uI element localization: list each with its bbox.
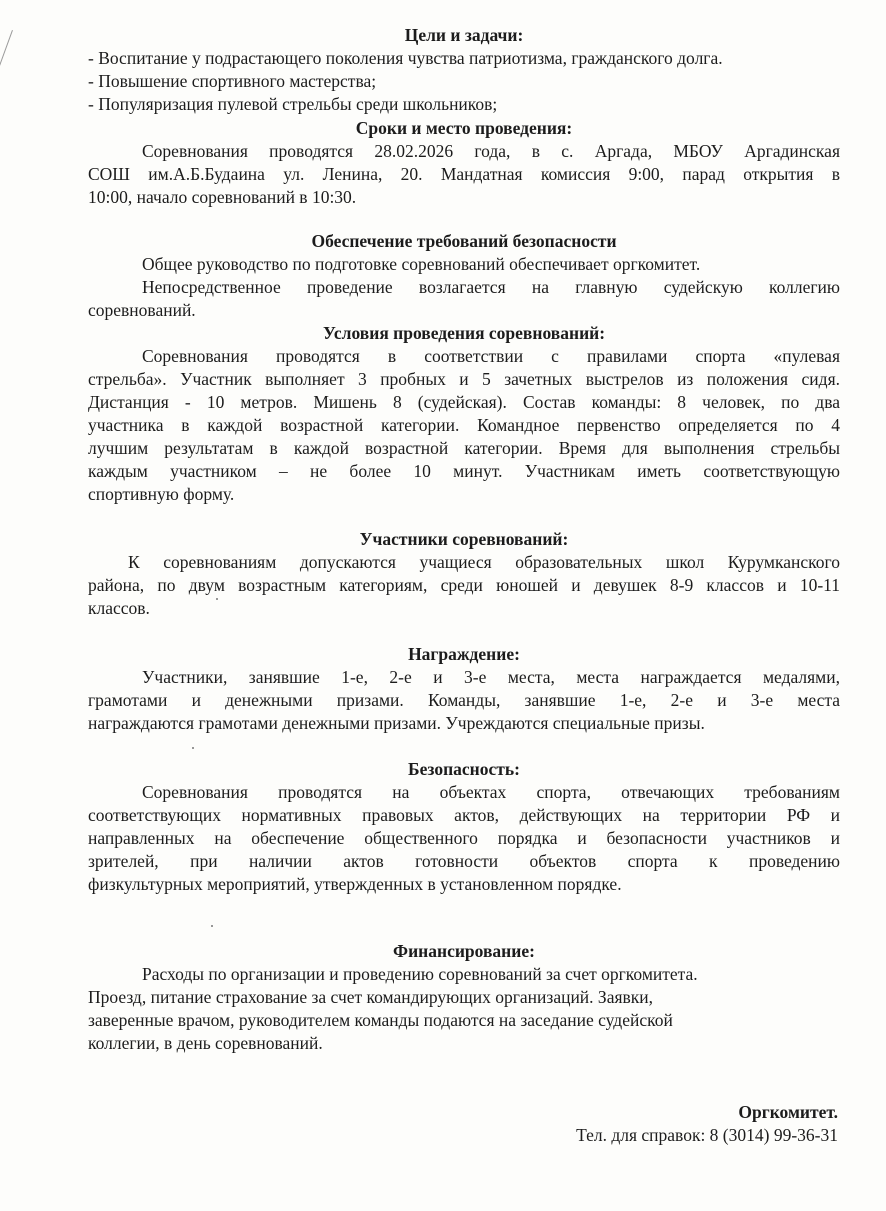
goals-item: - Популяризация пулевой стрельбы среди школьников; <box>88 94 498 114</box>
organizing-committee: Оргкомитет. <box>738 1102 838 1122</box>
financing-line: Расходы по организации и проведению соревнований за счет оргкомитета. <box>142 964 698 984</box>
financing-line: заверенные врачом, руководителем команды подаются на заседание судейской <box>88 1010 673 1030</box>
scan-speck <box>216 598 218 600</box>
safety-requirements-heading: Обеспечение требований безопасности <box>311 231 617 251</box>
timing-line: СОШ им.А.Б.Будаина ул. Ленина, 20. Мандатная комиссия 9:00, парад открытия в <box>88 164 840 184</box>
safety-requirements-line: Общее руководство по подготовке соревнований обеспечивает оргкомитет. <box>142 254 701 274</box>
contact-phone: Тел. для справок: 8 (3014) 99-36-31 <box>576 1125 838 1145</box>
participants-heading: Участники соревнований: <box>359 529 569 549</box>
conditions-line: участника в каждой возрастной категории. Командное первенство определяется по 4 <box>88 415 840 435</box>
timing-line: 10:00, начало соревнований в 10:30. <box>88 187 357 207</box>
financing-line: Проезд, питание страхование за счет командирующих организаций. Заявки, <box>88 987 654 1007</box>
timing-heading: Сроки и место проведения: <box>355 118 573 138</box>
awards-line: грамотами и денежными призами. Команды, занявшие 1-е, 2-е и 3-е места <box>88 690 840 710</box>
security-line: направленных на обеспечение общественного порядка и безопасности участников и <box>88 828 840 848</box>
awards-line: Участники, занявшие 1-е, 2-е и 3-е места, места награждается медалями, <box>142 667 840 687</box>
participants-line: К соревнованиям допускаются учащиеся образовательных школ Курумканского <box>128 552 840 572</box>
safety-requirements-line: соревнований. <box>88 300 196 320</box>
conditions-line: Дистанция - 10 метров. Мишень 8 (судейская). Состав команды: 8 человек, по два <box>88 392 840 412</box>
conditions-line: Соревнования проводятся в соответствии с правилами спорта «пулевая <box>142 346 840 366</box>
security-heading: Безопасность: <box>408 759 520 779</box>
awards-heading: Награждение: <box>408 644 520 664</box>
scan-speck <box>192 747 194 749</box>
security-line: Соревнования проводятся на объектах спорта, отвечающих требованиям <box>142 782 840 802</box>
security-line: зрителей, при наличии актов готовности объектов спорта к проведению <box>88 851 840 871</box>
financing-heading: Финансирование: <box>393 941 535 961</box>
conditions-heading: Условия проведения соревнований: <box>322 323 606 343</box>
conditions-line: спортивную форму. <box>88 484 235 504</box>
timing-line: Соревнования проводятся 28.02.2026 года, в с. Аргада, МБОУ Аргадинская <box>142 141 840 161</box>
financing-line: коллегии, в день соревнований. <box>88 1033 323 1053</box>
conditions-line: каждым участником – не более 10 минут. Участникам иметь соответствующую <box>88 461 840 481</box>
security-line: соответствующих нормативных правовых актов, действующих на территории РФ и <box>88 805 840 825</box>
goals-item: - Воспитание у подрастающего поколения чувства патриотизма, гражданского долга. <box>88 48 723 68</box>
goals-heading: Цели и задачи: <box>404 25 524 45</box>
participants-line: классов. <box>88 598 150 618</box>
conditions-line: лучшим результатам в каждой возрастной категории. Время для выполнения стрельбы <box>88 438 840 458</box>
awards-line: награждаются грамотами денежными призами. Учреждаются специальные призы. <box>88 713 705 733</box>
safety-requirements-line: Непосредственное проведение возлагается на главную судейскую коллегию <box>142 277 840 297</box>
participants-line: района, по двум возрастным категориям, среди юношей и девушек 8-9 классов и 10-11 <box>88 575 840 595</box>
conditions-line: стрельба». Участник выполняет 3 пробных и 5 зачетных выстрелов из положения сидя. <box>88 369 840 389</box>
scan-speck <box>211 925 213 927</box>
goals-item: - Повышение спортивного мастерства; <box>88 71 377 91</box>
security-line: физкультурных мероприятий, утвержденных в установленном порядке. <box>88 874 622 894</box>
